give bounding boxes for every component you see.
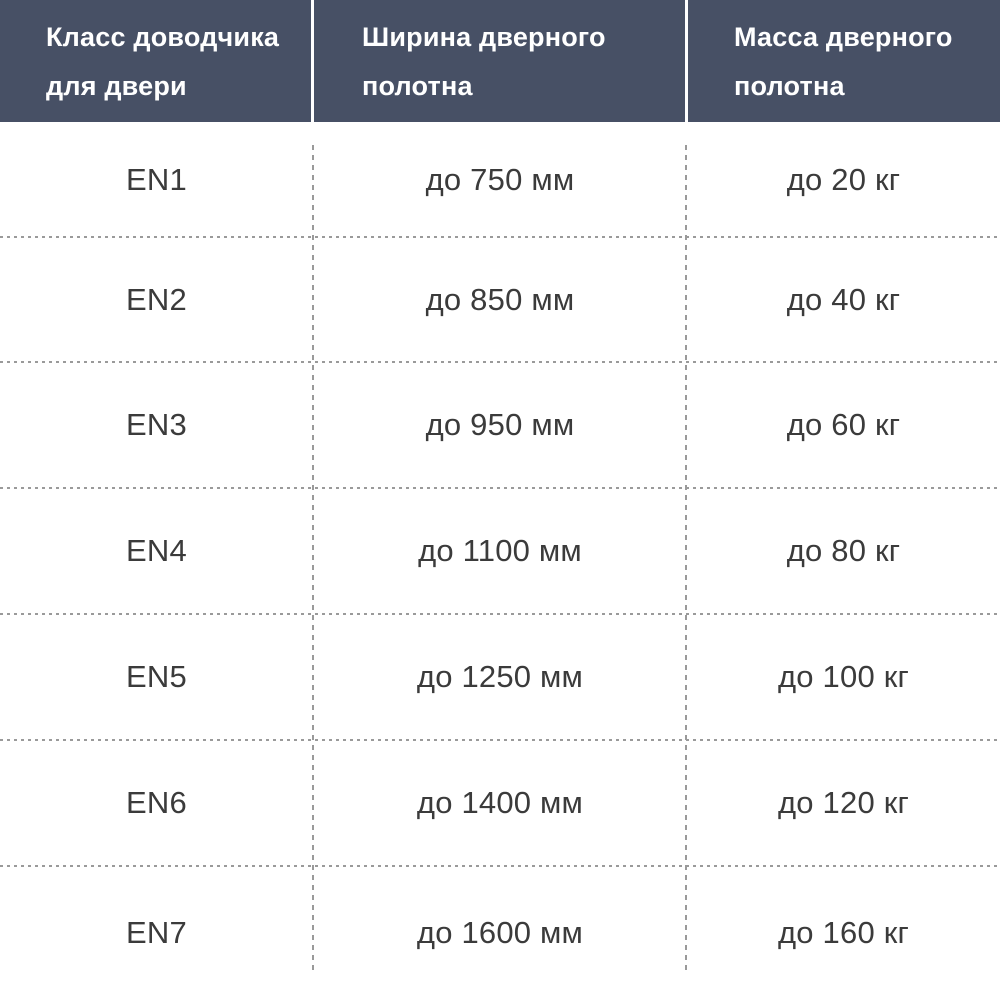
cell-mass: до 40 кг bbox=[786, 281, 901, 317]
row-divider bbox=[0, 865, 1000, 867]
table-row-en7 bbox=[0, 866, 1000, 1000]
table-row-en2 bbox=[0, 237, 1000, 362]
table-row-en4 bbox=[0, 488, 1000, 614]
header-cell-closer-class bbox=[0, 0, 311, 122]
cell-width: до 1250 мм bbox=[416, 659, 584, 694]
row-divider bbox=[0, 361, 1000, 363]
cell-width: до 750 мм bbox=[425, 161, 575, 197]
cell-mass: до 120 кг bbox=[778, 785, 909, 820]
cell-class: EN6 bbox=[126, 785, 187, 820]
cell-class: EN3 bbox=[126, 407, 187, 442]
row-divider bbox=[0, 487, 1000, 489]
cell-class: EN2 bbox=[126, 281, 187, 317]
table-body bbox=[0, 122, 1000, 1000]
header-cell-door-mass bbox=[688, 0, 1000, 122]
cell-width: до 950 мм bbox=[425, 407, 575, 442]
cell-mass: до 100 кг bbox=[778, 659, 909, 694]
cell-width: до 850 мм bbox=[425, 281, 575, 317]
row-divider bbox=[0, 613, 1000, 615]
cell-class: EN4 bbox=[126, 533, 187, 568]
table-row-en3 bbox=[0, 362, 1000, 488]
column-divider bbox=[685, 145, 687, 975]
cell-mass: до 80 кг bbox=[786, 533, 901, 568]
header-label-door-width: Ширина дверного полотна bbox=[362, 22, 606, 101]
cell-class: EN5 bbox=[126, 659, 187, 694]
column-divider bbox=[312, 145, 314, 975]
cell-class: EN1 bbox=[126, 161, 187, 197]
table-row-en5 bbox=[0, 614, 1000, 740]
cell-width: до 1100 мм bbox=[418, 533, 582, 568]
table-row-en1 bbox=[0, 122, 1000, 237]
header-label-door-mass: Масса дверного полотна bbox=[734, 22, 953, 101]
cell-mass: до 60 кг bbox=[786, 407, 901, 442]
header-label-closer-class: Класс доводчика для двери bbox=[46, 22, 280, 101]
cell-class: EN7 bbox=[126, 915, 187, 950]
table-header bbox=[0, 0, 1000, 122]
cell-mass: до 20 кг bbox=[786, 161, 901, 197]
cell-width: до 1400 мм bbox=[416, 785, 584, 820]
table-row-en6 bbox=[0, 740, 1000, 866]
row-divider bbox=[0, 739, 1000, 741]
header-cell-door-width bbox=[314, 0, 685, 122]
cell-mass: до 160 кг bbox=[778, 915, 909, 950]
cell-width: до 1600 мм bbox=[416, 915, 584, 950]
row-divider bbox=[0, 236, 1000, 238]
